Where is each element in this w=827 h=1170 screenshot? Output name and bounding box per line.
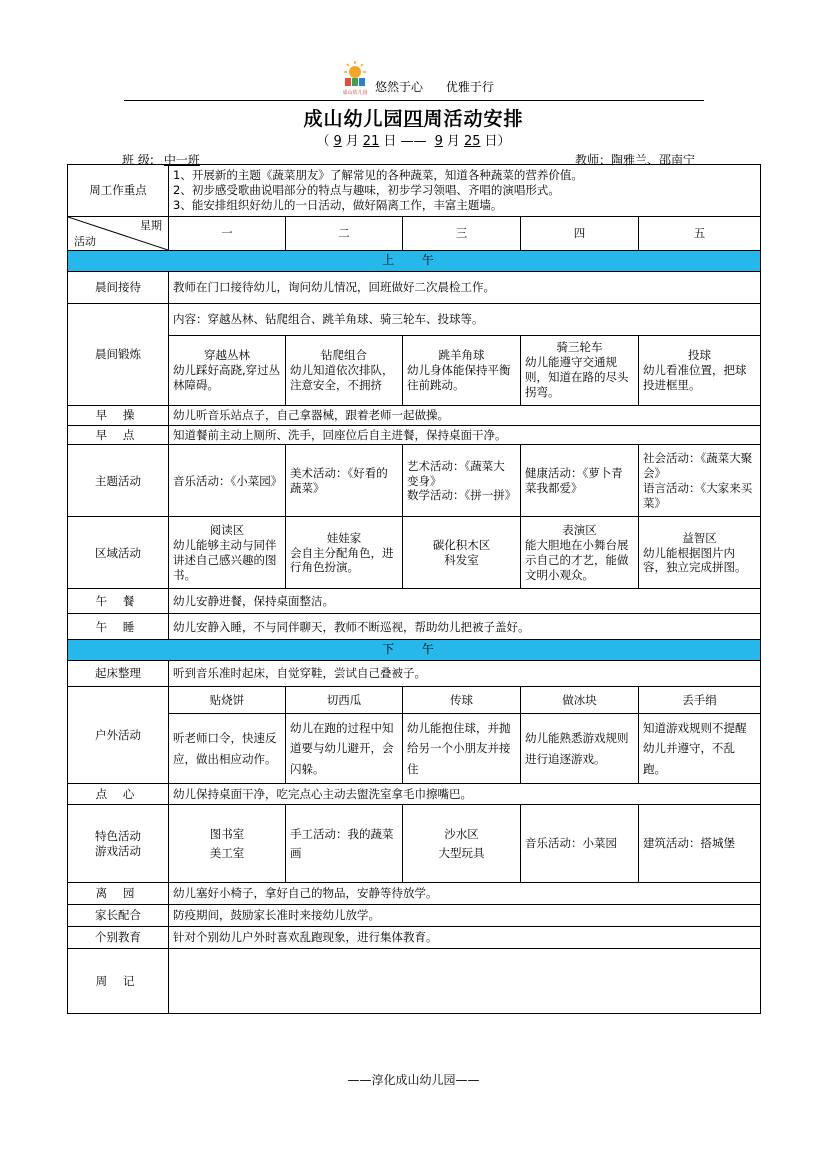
outdoor-game-desc: 幼儿能抱住球，并抛给另一个小朋友并接住 xyxy=(403,714,521,784)
exercise-day-cell: 钻爬组合 幼儿知道依次排队，注意安全，不拥挤 xyxy=(286,335,403,405)
nap-text: 幼儿安静入睡，不与同伴聊天，教师不断巡视，帮助幼儿把被子盖好。 xyxy=(169,614,761,640)
theme-day-cell: 艺术活动：《蔬菜大变身》 数学活动：《拼一拼》 xyxy=(403,445,521,517)
area-day-cell: 表演区 能大胆地在小舞台展示自己的才艺，能做文明小观众。 xyxy=(521,517,639,589)
row-label: 周工作重点 xyxy=(68,165,169,217)
outdoor-game-desc: 听老师口令，快速反应，做出相应动作。 xyxy=(169,714,286,784)
exercise-day-cell: 跳羊角球 幼儿身体能保持平衡往前跳动。 xyxy=(403,335,521,405)
outdoor-game-title: 做冰块 xyxy=(521,687,639,714)
leave-text: 幼儿塞好小椅子，拿好自己的物品，安静等待放学。 xyxy=(169,883,761,905)
row-label: 离 园 xyxy=(68,883,169,905)
nap-row xyxy=(68,614,761,640)
parents-text: 防疫期间，鼓励家长准时来接幼儿放学。 xyxy=(169,905,761,927)
outdoor-game-title: 切西瓜 xyxy=(286,687,403,714)
special-day-cell: 音乐活动：小菜园 xyxy=(521,805,639,883)
wakeup-row xyxy=(68,661,761,687)
morning-exercises-row xyxy=(68,405,761,425)
reception-text: 教师在门口接待幼儿，询问幼儿情况，回班做好二次晨检工作。 xyxy=(169,271,761,303)
footer: ——淳化成山幼儿园—— xyxy=(347,1073,480,1087)
area-day-cell: 碳化积木区 科发室 xyxy=(403,517,521,589)
parents-row xyxy=(68,905,761,927)
notes-row xyxy=(68,949,761,1014)
afternoon-section-row xyxy=(68,640,761,661)
day-header: 五 xyxy=(639,217,761,251)
exercise-content: 内容：穿越丛林、钻爬组合、跳羊角球、骑三轮车、投球等。 xyxy=(169,303,761,335)
morning-exercises-text: 幼儿听音乐站点子，自己拿器械，跟着老师一起做操。 xyxy=(169,405,761,425)
row-label: 区域活动 xyxy=(68,517,169,589)
row-label: 主题活动 xyxy=(68,445,169,517)
day-header: 一 xyxy=(169,217,286,251)
row-label: 家长配合 xyxy=(68,905,169,927)
individual-text: 针对个别幼儿户外时喜欢乱跑现象，进行集体教育。 xyxy=(169,927,761,949)
special-activity-row xyxy=(68,805,761,883)
day-header: 四 xyxy=(521,217,639,251)
individual-row xyxy=(68,927,761,949)
exercise-days-row xyxy=(68,335,761,405)
outdoor-title-row xyxy=(68,687,761,714)
afternoon-section-header: 下 午 xyxy=(68,640,761,661)
morning-section-header: 上 午 xyxy=(68,251,761,272)
leave-row xyxy=(68,883,761,905)
morning-snack-text: 知道餐前主动上厕所、洗手，回座位后自主进餐，保持桌面干净。 xyxy=(169,425,761,445)
theme-day-cell: 美术活动：《好看的蔬菜》 xyxy=(286,445,403,517)
outdoor-game-title: 贴烧饼 xyxy=(169,687,286,714)
special-day-cell: 沙水区 大型玩具 xyxy=(403,805,521,883)
row-label: 晨间接待 xyxy=(68,271,169,303)
day-header: 三 xyxy=(403,217,521,251)
afternoon-snack-text: 幼儿保持桌面干净，吃完点心主动去盥洗室拿毛巾擦嘴巴。 xyxy=(169,784,761,805)
lunch-row xyxy=(68,589,761,614)
lunch-text: 幼儿安静进餐，保持桌面整洁。 xyxy=(169,589,761,614)
special-day-cell: 建筑活动：搭城堡 xyxy=(639,805,761,883)
wakeup-text: 听到音乐准时起床，自觉穿鞋，尝试自己叠被子。 xyxy=(169,661,761,687)
weekly-focus-text: 1、开展新的主题《蔬菜朋友》了解常见的各种蔬菜，知道各种蔬菜的营养价值。 2、初步感受歌曲说唱部分的特点与趣味，初步学习领唱、齐唱的演唱形式。 3、能安排组织好幼儿的一日活动，做好隔离工作，丰富主题墙。 xyxy=(169,165,761,217)
weekly-focus-row xyxy=(68,165,761,217)
special-day-cell: 手工活动：我的蔬菜画 xyxy=(286,805,403,883)
theme-day-cell: 音乐活动：《小菜园》 xyxy=(169,445,286,517)
weekday-corner-cell: 星期 活动 xyxy=(68,217,169,251)
area-activity-row xyxy=(68,517,761,589)
morning-snack-row xyxy=(68,425,761,445)
day-header: 二 xyxy=(286,217,403,251)
outdoor-game-title: 传球 xyxy=(403,687,521,714)
kindergarten-logo xyxy=(339,60,371,98)
outdoor-game-desc: 知道游戏规则不提醒幼儿并遵守，不乱跑。 xyxy=(639,714,761,784)
outdoor-desc-row xyxy=(68,714,761,784)
row-label: 早 点 xyxy=(68,425,169,445)
slogan: 悠然于心 优雅于行 xyxy=(375,80,494,94)
page-title: 成山幼儿园四周活动安排 xyxy=(303,108,524,130)
special-day-cell: 图书室 美工室 xyxy=(169,805,286,883)
area-day-cell: 益智区 幼儿能根据图片内容，独立完成拼图。 xyxy=(639,517,761,589)
weekly-schedule-table xyxy=(67,164,761,1014)
outdoor-game-desc: 幼儿能熟悉游戏规则进行追逐游戏。 xyxy=(521,714,639,784)
row-label: 个别教育 xyxy=(68,927,169,949)
theme-activity-row xyxy=(68,445,761,517)
reception-row xyxy=(68,271,761,303)
row-label: 周 记 xyxy=(68,949,169,1014)
date-range: （ 9 月 21 日 —— 9 月 25 日） xyxy=(316,134,511,149)
row-label: 午 餐 xyxy=(68,589,169,614)
theme-day-cell: 社会活动：《蔬菜大聚会》 语言活动：《大家来买菜》 xyxy=(639,445,761,517)
svg-text:成山幼儿园: 成山幼儿园 xyxy=(342,90,368,96)
row-label: 早 操 xyxy=(68,405,169,425)
afternoon-snack-row xyxy=(68,784,761,805)
row-label: 户外活动 xyxy=(68,687,169,784)
day-header-row xyxy=(68,217,761,251)
row-label: 午 睡 xyxy=(68,614,169,640)
row-label: 特色活动 游戏活动 xyxy=(68,805,169,883)
row-label: 晨间锻炼 xyxy=(68,303,169,405)
weekly-notes-text[interactable] xyxy=(169,949,761,1014)
header-divider xyxy=(124,100,704,101)
area-day-cell: 阅读区 幼儿能够主动与同伴讲述自己感兴趣的图书。 xyxy=(169,517,286,589)
exercise-day-cell: 骑三轮车 幼儿能遵守交通规则，知道在路的尽头拐弯。 xyxy=(521,335,639,405)
exercise-day-cell: 穿越丛林 幼儿踩好高跷,穿过丛林障碍。 xyxy=(169,335,286,405)
row-label: 起床整理 xyxy=(68,661,169,687)
class-info: 班 级: 中一班 xyxy=(122,153,200,167)
teacher-info: 教师：陶雅兰、邵南宁 xyxy=(575,153,696,167)
exercise-content-row xyxy=(68,303,761,335)
outdoor-game-desc: 幼儿在跑的过程中知道要与幼儿避开，会闪躲。 xyxy=(286,714,403,784)
area-day-cell: 娃娃家 会自主分配角色，进行角色扮演。 xyxy=(286,517,403,589)
theme-day-cell: 健康活动：《萝卜青菜我都爱》 xyxy=(521,445,639,517)
outdoor-game-title: 丢手绢 xyxy=(639,687,761,714)
row-label: 点 心 xyxy=(68,784,169,805)
exercise-day-cell: 投球 幼儿看准位置，把球投进框里。 xyxy=(639,335,761,405)
morning-section-row xyxy=(68,251,761,272)
